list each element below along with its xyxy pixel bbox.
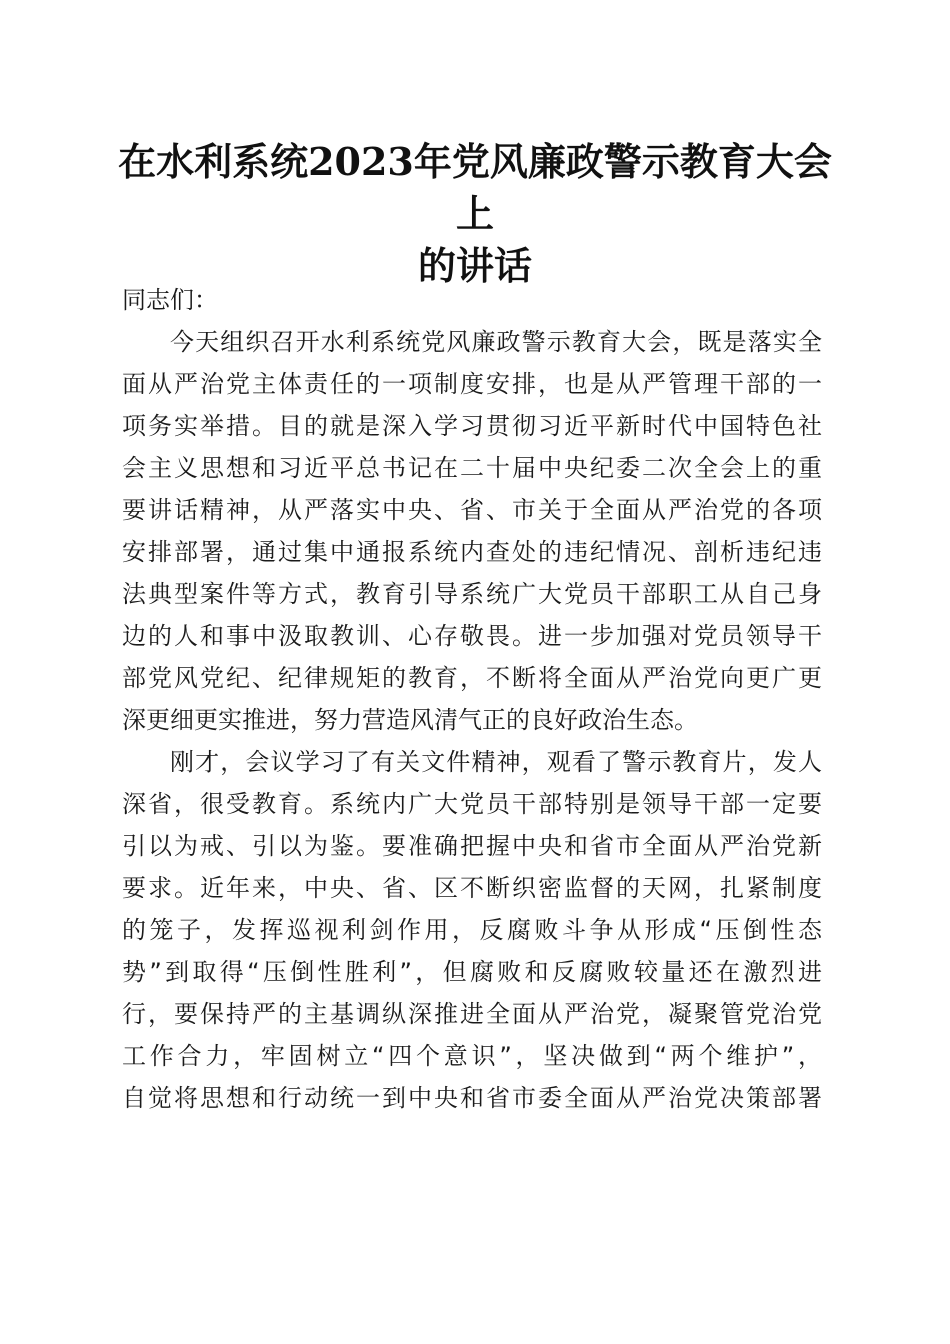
paragraph-line: 行，要保持严的主基调纵深推进全面从严治党，凝聚管党治党 [122, 1000, 822, 1028]
paragraph-line: 安排部署，通过集中通报系统内查处的违纪情况、剖析违纪违 [122, 538, 822, 566]
paragraph-line: 刚才，会议学习了有关文件精神，观看了警示教育片，发人 [170, 748, 822, 776]
paragraph-line: 要求。近年来，中央、省、区不断织密监督的天网，扎紧制度 [122, 874, 822, 902]
paragraph-line: 今天组织召开水利系统党风廉政警示教育大会，既是落实全 [170, 328, 822, 356]
paragraph-line: 势”到取得“压倒性胜利”，但腐败和反腐败较量还在激烈进 [122, 958, 822, 986]
paragraph-2 [122, 741, 822, 1119]
title-line-2: 的讲话 [417, 243, 532, 288]
paragraph-line: 部党风党纪、纪律规矩的教育，不断将全面从严治党向更广更 [122, 664, 822, 692]
paragraph-line: 的笼子，发挥巡视利剑作用，反腐败斗争从形成“压倒性态 [122, 916, 822, 944]
document-body [122, 279, 822, 1119]
paragraph-line: 深更细更实推进，努力营造风清气正的良好政治生态。 [122, 706, 698, 734]
paragraph-line: 法典型案件等方式，教育引导系统广大党员干部职工从自己身 [122, 580, 822, 608]
paragraph-line: 面从严治党主体责任的一项制度安排，也是从严管理干部的一 [122, 370, 822, 398]
paragraph-line: 自觉将思想和行动统一到中央和省市委全面从严治党决策部署 [122, 1084, 822, 1112]
paragraph-1 [122, 321, 822, 741]
paragraph-line: 要讲话精神，从严落实中央、省、市关于全面从严治党的各项 [122, 496, 822, 524]
paragraph-line: 边的人和事中汲取教训、心存敬畏。进一步加强对党员领导干 [122, 622, 822, 650]
paragraph-line: 深省，很受教育。系统内广大党员干部特别是领导干部一定要 [122, 790, 822, 818]
paragraph-line: 工作合力，牢固树立“四个意识”，坚决做到“两个维护”， [122, 1042, 822, 1070]
paragraph-line: 会主义思想和习近平总书记在二十届中央纪委二次全会上的重 [122, 454, 822, 482]
paragraph-line: 项务实举措。目的就是深入学习贯彻习近平新时代中国特色社 [122, 412, 822, 440]
document-title [100, 136, 850, 292]
title-line-1: 在水利系统2023年党风廉政警示教育大会上 [118, 139, 832, 236]
paragraph-line: 引以为戒、引以为鉴。要准确把握中央和省市全面从严治党新 [122, 832, 822, 860]
salutation: 同志们： [122, 286, 218, 314]
